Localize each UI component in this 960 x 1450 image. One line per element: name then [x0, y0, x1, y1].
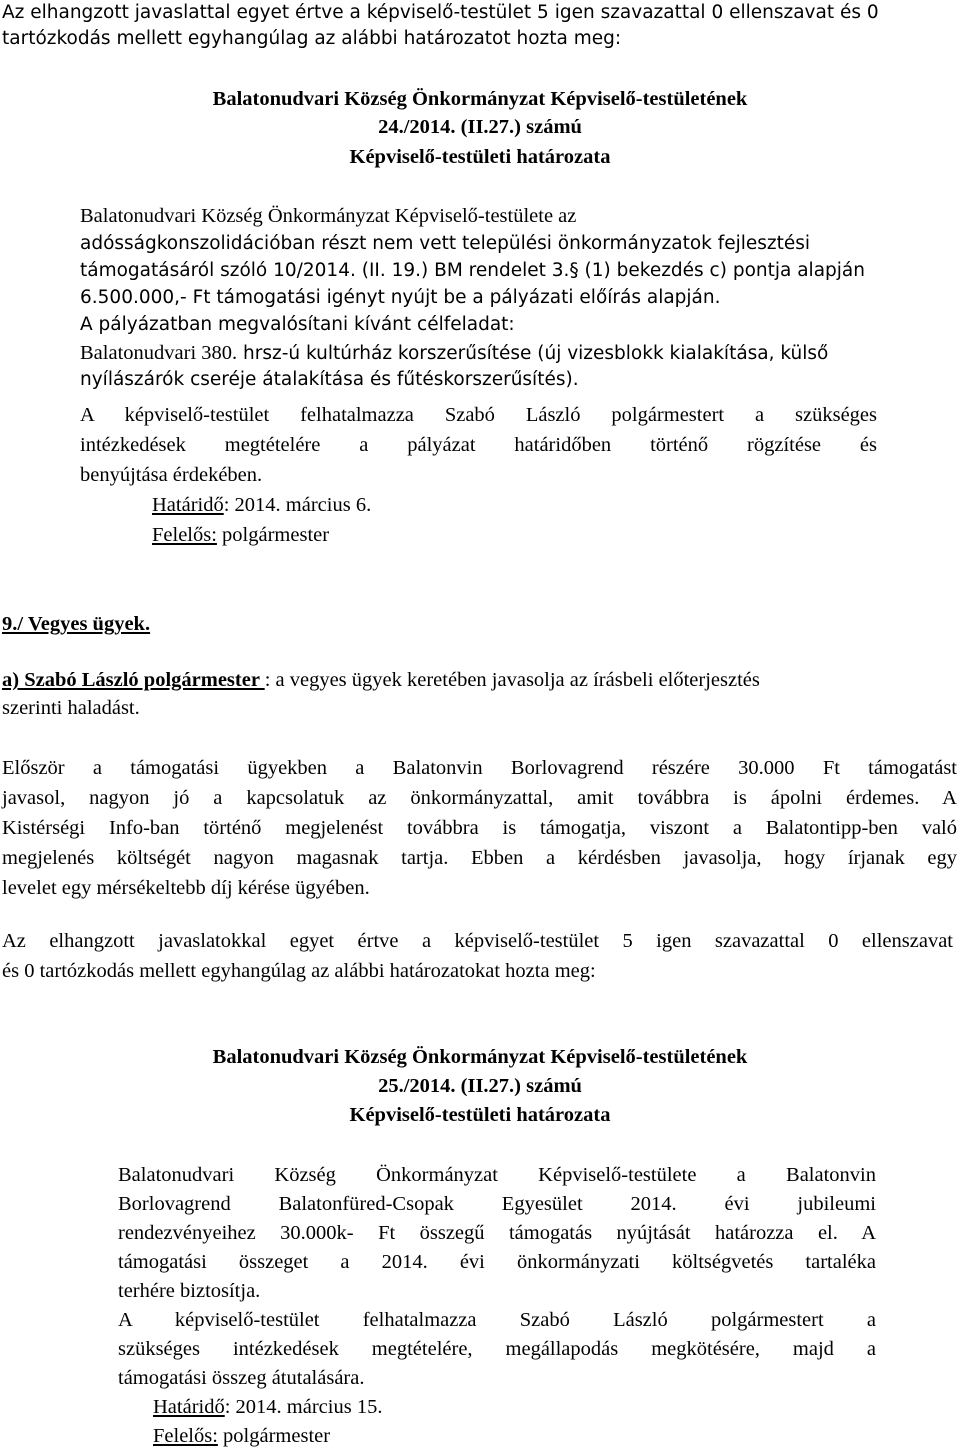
resolution-24-body-5: A pályázatban megvalósítani kívánt célfeladat:	[80, 314, 515, 335]
resolution-24-deadline	[152, 492, 371, 518]
deadline-value: : 2014. március 15.	[224, 1396, 383, 1418]
deadline-label: Határidő	[152, 494, 224, 516]
resolution-24-body-3-text-b: (1) bekezdés c) pontja alapján	[578, 260, 865, 281]
resolution-24-body-3-text: támogatásáról szóló 10/2014. (II. 19.) BM rendelet 3.	[80, 260, 570, 281]
resolution-25-body-7: szükséges intézkedések megtételére, megállapodás megkötésére, majd a	[118, 1338, 876, 1360]
resolution-24-body-9: intézkedések megtételére a pályázat határidőben történő rögzítése és	[80, 434, 877, 456]
resolution-24-body-2: adósságkonszolidációban részt nem vett települési önkormányzatok fejlesztési	[80, 233, 811, 254]
resolution-24-body-6a: Balatonudvari 380.	[80, 342, 238, 364]
section-9-para-2: javasol, nagyon jó a kapcsolatuk az önkormányzattal, amit továbbra is ápolni érdemes. A	[2, 787, 957, 809]
resolution-25-heading-1: Balatonudvari Község Önkormányzat Képviselő-testületének	[212, 1046, 748, 1068]
resolution-24-body-4: 6.500.000,- Ft támogatási igényt nyújt be a pályázati előírás alapján.	[80, 287, 721, 308]
section-9-vote-2: és 0 tartózkodás mellett egyhangúlag az alábbi határozatokat hozta meg:	[2, 960, 596, 982]
deadline-value: : 2014. március 6.	[223, 494, 372, 516]
resolution-25-body-5: terhére biztosítja.	[118, 1280, 261, 1302]
item-a-text: : a vegyes ügyek keretében javasolja az írásbeli előterjesztés	[264, 669, 760, 691]
section-9-item-a-2: szerinti haladást.	[2, 697, 140, 719]
section-9-para-4: megjelenés költségét nagyon magasnak tartja. Ebben a kérdésben javasolja, hogy írjanak egy	[2, 847, 957, 869]
resolution-25-body-3: rendezvényeihez 30.000k- Ft összegű támogatás nyújtását határozza el. A	[118, 1222, 876, 1244]
resolution-24-heading-2: 24./2014. (II.27.) számú	[378, 116, 582, 138]
resolution-24-body-8: A képviselő-testület felhatalmazza Szabó László polgármestert a szükséges	[80, 404, 877, 426]
resolution-25-body-6: A képviselő-testület felhatalmazza Szabó László polgármestert a	[118, 1309, 876, 1331]
intro-vote-line-1: Az elhangzott javaslattal egyet értve a képviselő-testület 5 igen szavazattal 0 ellenszavat és 0	[2, 2, 879, 23]
section-sign: §	[569, 260, 579, 281]
resolution-24-body-6b: hrsz-ú kultúrház korszerűsítése (új vizesblokk kialakítása, külső	[237, 343, 829, 364]
resolution-25-heading-2: 25./2014. (II.27.) számú	[378, 1075, 582, 1097]
section-9-para-5: levelet egy mérsékeltebb díj kérése ügyében.	[2, 877, 370, 899]
responsible-value: polgármester	[216, 524, 330, 546]
section-9-para-3: Kistérségi Info-ban történő megjelenést továbbra is támogatja, viszont a Balatontipp-ben való	[2, 817, 957, 839]
section-9-title: 9./ Vegyes ügyek.	[2, 613, 151, 635]
resolution-24-body-10: benyújtása érdekében.	[80, 464, 263, 486]
resolution-25-body-4: támogatási összeget a 2014. évi önkormányzati költségvetés tartaléka	[118, 1251, 876, 1273]
section-9-vote-1: Az elhangzott javaslatokkal egyet értve a képviselő-testület 5 igen szavazattal 0 ellenszavat	[2, 930, 953, 952]
section-9-para-1: Először a támogatási ügyekben a Balatonvin Borlovagrend részére 30.000 Ft támogatást	[2, 757, 957, 779]
responsible-label: Felelős:	[153, 1425, 218, 1447]
section-9-item-a	[2, 667, 760, 693]
resolution-24-heading-3: Képviselő-testületi határozata	[349, 146, 611, 168]
resolution-25-deadline	[153, 1394, 382, 1420]
resolution-25-body-8: támogatási összeg átutalására.	[118, 1367, 365, 1389]
resolution-25-body-1: Balatonudvari Község Önkormányzat Képviselő-testülete a Balatonvin	[118, 1164, 876, 1186]
resolution-25-responsible	[153, 1423, 330, 1449]
deadline-label: Határidő	[153, 1396, 225, 1418]
resolution-25-heading-3: Képviselő-testületi határozata	[349, 1104, 611, 1126]
responsible-value: polgármester	[217, 1425, 331, 1447]
item-a-speaker: a) Szabó László polgármester	[2, 669, 265, 691]
intro-vote-line-2: tartózkodás mellett egyhangúlag az alábbi határozatot hozta meg:	[2, 28, 622, 49]
responsible-label: Felelős:	[152, 524, 217, 546]
resolution-24-body-6	[80, 340, 828, 367]
resolution-24-body-3	[80, 258, 865, 284]
resolution-25-body-2: Borlovagrend Balatonfüred-Csopak Egyesület 2014. évi jubileumi	[118, 1193, 876, 1215]
resolution-24-heading-1: Balatonudvari Község Önkormányzat Képviselő-testületének	[212, 88, 748, 110]
resolution-24-responsible	[152, 522, 329, 548]
resolution-24-body-1: Balatonudvari Község Önkormányzat Képviselő-testülete az	[80, 205, 577, 227]
resolution-24-body-7: nyílászárók cseréje átalakítása és fűtéskorszerűsítés).	[80, 369, 579, 390]
